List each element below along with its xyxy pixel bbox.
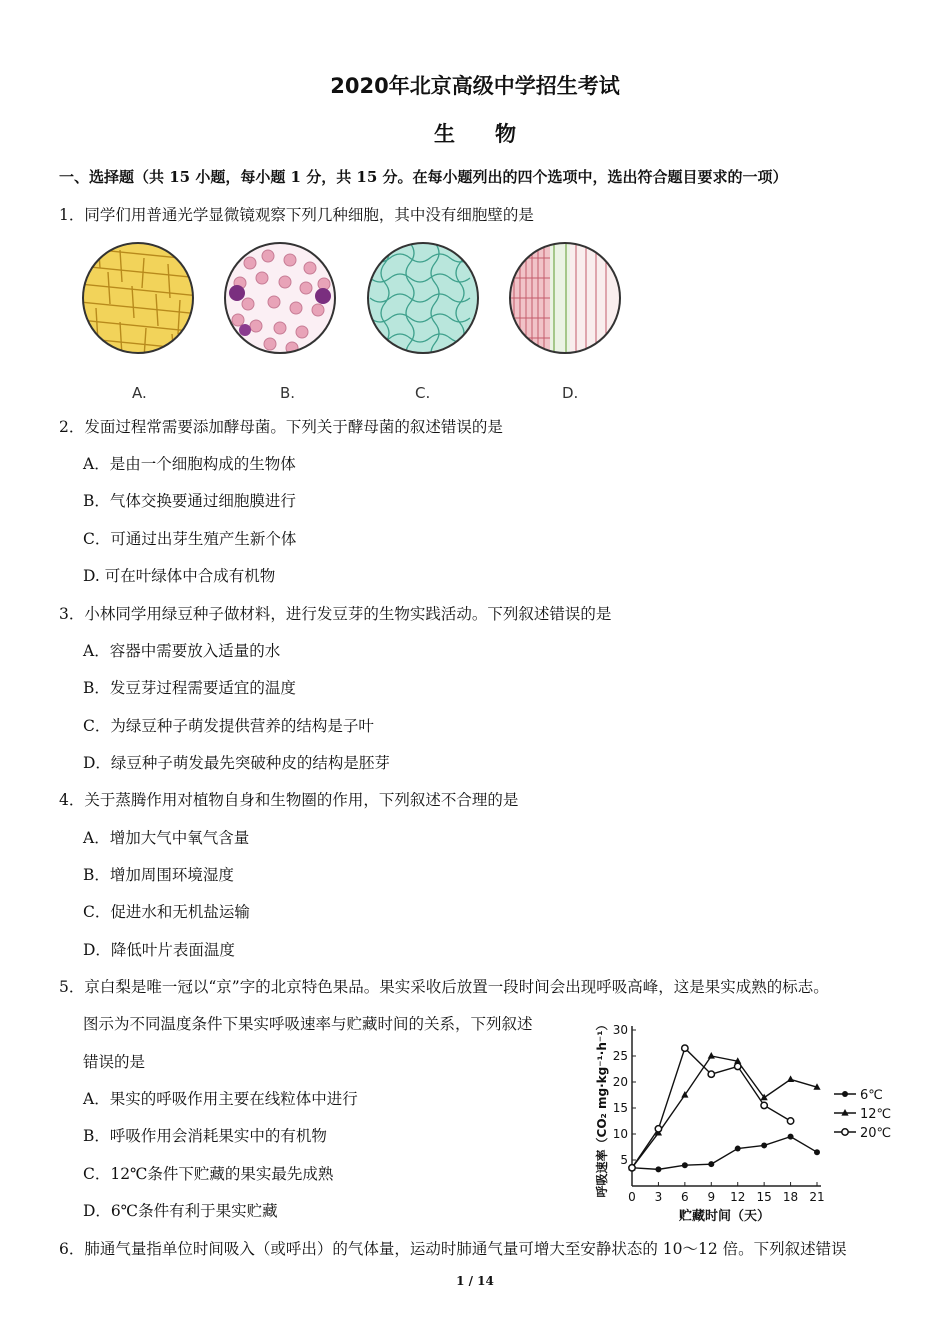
x-axis-label: 贮藏时间（天）: [678, 1209, 771, 1223]
data-point: [787, 1075, 794, 1082]
legend-label: 20℃: [860, 1126, 892, 1141]
question-2-stem: 2．发面过程常需要添加酵母菌。下列关于酵母菌的叙述错误的是: [59, 418, 503, 436]
data-point: [842, 1129, 848, 1135]
data-point: [708, 1052, 715, 1059]
legend-label: 12℃: [860, 1107, 892, 1122]
x-tick-label: 15: [756, 1190, 772, 1204]
x-tick-label: 12: [730, 1190, 746, 1204]
y-tick-label: 25: [612, 1049, 628, 1063]
series-line: [632, 1137, 817, 1170]
y-tick-label: 10: [612, 1127, 628, 1141]
microscope-images: [80, 238, 640, 408]
q2-option-b: B．气体交换要通过细胞膜进行: [83, 492, 296, 510]
data-point: [682, 1045, 688, 1051]
chart-series: [628, 1045, 820, 1172]
series-0: [629, 1134, 820, 1173]
series-line: [632, 1056, 817, 1168]
data-point: [655, 1126, 661, 1132]
cell-image-b: [225, 243, 335, 354]
question-6-stem: 6．肺通气量指单位时间吸入（或呼出）的气体量，运动时肺通气量可增大至安静状态的 10～12 倍。下列叙述错误: [59, 1240, 847, 1258]
page-number: 1 / 14: [456, 1274, 494, 1288]
y-axis-label: 呼吸速率（CO₂ mg·kg⁻¹·h⁻¹）: [595, 1018, 609, 1198]
x-tick-label: 18: [782, 1190, 799, 1204]
question-5-stem: 5．京白梨是唯一冠以“京”字的北京特色果品。果实采收后放置一段时间会出现呼吸高峰，这是果实成熟的标志。: [59, 978, 829, 996]
q4-option-d: D．降低叶片表面温度: [83, 941, 235, 959]
data-point: [708, 1161, 714, 1167]
data-point: [814, 1149, 820, 1155]
x-tick-label: 6: [681, 1190, 689, 1204]
y-tick-label: 5: [620, 1153, 628, 1167]
q3-option-a: A．容器中需要放入适量的水: [83, 642, 281, 660]
q2-option-a: A．是由一个细胞构成的生物体: [83, 455, 296, 473]
q3-option-b: B．发豆芽过程需要适宜的温度: [83, 679, 296, 697]
q2-option-d: D. 可在叶绿体中合成有机物: [83, 567, 276, 585]
data-point: [708, 1071, 714, 1077]
data-point: [761, 1142, 767, 1148]
q5-option-a: A．果实的呼吸作用主要在线粒体中进行: [83, 1090, 358, 1108]
q5-option-d: D．6℃条件有利于果实贮藏: [83, 1202, 278, 1220]
data-point: [682, 1162, 688, 1168]
y-tick-label: 20: [612, 1075, 628, 1089]
respiration-chart: [590, 1018, 910, 1223]
cell-image-c: [368, 243, 478, 363]
data-point: [735, 1063, 741, 1069]
x-tick-label: 9: [707, 1190, 716, 1204]
question-4-stem: 4．关于蒸腾作用对植物自身和生物圈的作用，下列叙述不合理的是: [59, 791, 519, 809]
q4-option-a: A．增加大气中氧气含量: [83, 829, 250, 847]
data-point: [629, 1165, 635, 1171]
q3-option-c: C．为绿豆种子萌发提供营养的结构是子叶: [83, 717, 374, 735]
x-tick-label: 3: [654, 1190, 663, 1204]
image-label-a: A.: [132, 384, 147, 402]
data-point: [788, 1134, 794, 1140]
cell-image-a: [80, 238, 200, 358]
q3-option-d: D．绿豆种子萌发最先突破种皮的结构是胚芽: [83, 754, 390, 772]
question-1-stem: 1．同学们用普通光学显微镜观察下列几种细胞，其中没有细胞壁的是: [59, 206, 534, 224]
legend-label: 6℃: [860, 1088, 883, 1103]
y-tick-label: 15: [612, 1101, 628, 1115]
data-point: [761, 1102, 767, 1108]
question-5-stem-line3: 错误的是: [83, 1053, 146, 1071]
image-label-c: C.: [415, 384, 431, 402]
q4-option-c: C．促进水和无机盐运输: [83, 903, 250, 921]
question-5-stem-line2: 图示为不同温度条件下果实呼吸速率与贮藏时间的关系，下列叙述: [83, 1015, 533, 1033]
cell-image-d: [510, 238, 620, 358]
section-heading: 一、选择题（共 15 小题，每小题 1 分，共 15 分。在每小题列出的四个选项中，选出符合题目要求的一项）: [59, 168, 788, 186]
data-point: [735, 1146, 741, 1152]
x-tick-label: 21: [809, 1190, 825, 1204]
data-point: [655, 1166, 661, 1172]
subject-title: 生物: [434, 122, 556, 146]
q4-option-b: B．增加周围环境湿度: [83, 866, 234, 884]
q5-option-b: B．呼吸作用会消耗果实中的有机物: [83, 1127, 327, 1145]
chart-legend: [834, 1088, 891, 1141]
exam-title: 2020年北京高级中学招生考试: [330, 74, 620, 98]
q2-option-c: C．可通过出芽生殖产生新个体: [83, 530, 297, 548]
question-3-stem: 3．小林同学用绿豆种子做材料，进行发豆芽的生物实践活动。下列叙述错误的是: [59, 605, 612, 623]
q5-option-c: C．12℃条件下贮藏的果实最先成熟: [83, 1165, 334, 1183]
x-tick-label: 0: [628, 1190, 636, 1204]
data-point: [842, 1091, 848, 1097]
series-2: [629, 1045, 794, 1171]
image-label-b: B.: [280, 384, 296, 402]
y-tick-label: 30: [612, 1023, 628, 1037]
image-label-d: D.: [562, 384, 579, 402]
data-point: [787, 1118, 793, 1124]
